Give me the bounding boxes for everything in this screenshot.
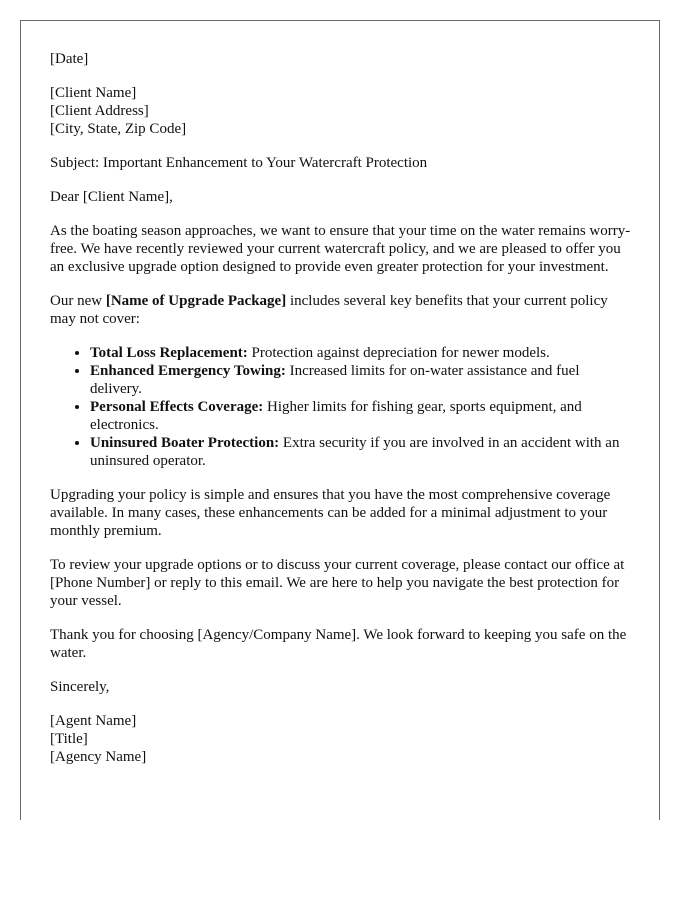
letter-subject: Subject: Important Enhancement to Your Watercraft Protection <box>50 155 428 171</box>
recipient-name: [Client Name] <box>50 85 137 101</box>
letter-page <box>20 20 660 820</box>
benefit-item <box>90 344 632 362</box>
signature-block <box>50 712 632 766</box>
benefit-title: Personal Effects Coverage: <box>90 399 264 415</box>
intro-paragraph: As the boating season approaches, we want to ensure that your time on the water remains worry-free. We have recently reviewed your current watercraft policy, and we are pleased to offer you an exclusive upgrade option designed to provide even greater protection for your investment. <box>50 223 631 275</box>
upgrade-package-name: [Name of Upgrade Package] <box>105 293 287 309</box>
letter-salutation: Dear [Client Name], <box>50 189 173 205</box>
benefit-text: Increased limits for on-water assistance and fuel delivery. <box>90 363 580 397</box>
benefits-intro-after: includes several key benefits that your current policy may not cover: <box>50 293 608 327</box>
benefit-item <box>90 362 632 398</box>
agent-title: [Title] <box>50 731 88 747</box>
benefit-title: Uninsured Boater Protection: <box>90 435 280 451</box>
benefit-title: Total Loss Replacement: <box>90 345 248 361</box>
letter-date: [Date] <box>50 51 89 67</box>
benefit-title: Enhanced Emergency Towing: <box>90 363 286 379</box>
recipient-address: [Client Address] <box>50 103 149 119</box>
benefit-item <box>90 398 632 434</box>
contact-paragraph: To review your upgrade options or to discuss your current coverage, please contact our office at [Phone Number] or reply to this email. We are here to help you navigate the best protection for your vessel. <box>50 557 625 609</box>
benefits-list <box>50 344 632 470</box>
benefit-text: Higher limits for fishing gear, sports equipment, and electronics. <box>90 399 582 433</box>
benefits-intro-paragraph <box>50 292 632 328</box>
benefit-item <box>90 434 632 470</box>
letter-body <box>50 50 632 782</box>
upgrade-paragraph: Upgrading your policy is simple and ensures that you have the most comprehensive coverage available. In many cases, these enhancements can be added for a minimal adjustment to your monthly premium. <box>50 487 611 539</box>
benefit-text: Protection against depreciation for newer models. <box>247 345 550 361</box>
recipient-block <box>50 84 632 138</box>
recipient-city-state-zip: [City, State, Zip Code] <box>50 121 187 137</box>
agent-name: [Agent Name] <box>50 713 137 729</box>
thanks-paragraph: Thank you for choosing [Agency/Company Name]. We look forward to keeping you safe on the water. <box>50 627 627 661</box>
letter-closing: Sincerely, <box>50 679 110 695</box>
agency-name: [Agency Name] <box>50 749 147 765</box>
benefit-text: Extra security if you are involved in an accident with an uninsured operator. <box>90 435 620 469</box>
benefits-intro-before: Our new <box>50 293 106 309</box>
